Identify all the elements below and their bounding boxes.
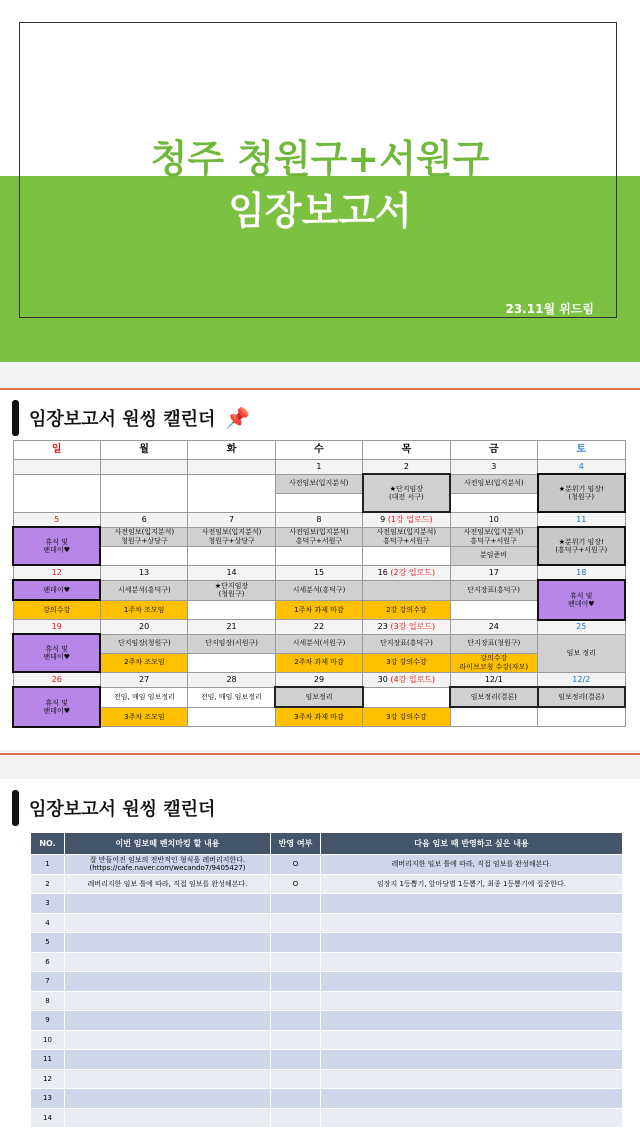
next-content: [321, 1050, 623, 1070]
date-row: [13, 460, 625, 475]
benchmark-row: [31, 1011, 623, 1031]
col-next: 다음 임보 때 반영하고 싶은 내용: [321, 833, 623, 855]
calendar-task: [363, 546, 450, 565]
benchmark-content: [65, 1108, 271, 1128]
date-row: [13, 565, 625, 580]
date-cell: 7: [188, 512, 275, 527]
applied-flag: [271, 1011, 321, 1031]
calendar-task: [363, 687, 450, 707]
calendar-task: 시세분석(흥덕구): [100, 580, 187, 600]
calendar-task: 분임준비: [450, 546, 537, 565]
date-row: [13, 672, 625, 687]
next-content: [321, 1030, 623, 1050]
benchmark-table: [30, 832, 623, 1128]
date-cell: 28: [188, 672, 275, 687]
date-cell: 29: [275, 672, 362, 687]
calendar-task: 시세분석(흥덕구): [275, 580, 362, 600]
calendar-task: 팬데이♥: [13, 580, 100, 600]
date-cell: 19: [13, 620, 100, 635]
applied-flag: O: [271, 874, 321, 894]
date-cell: [13, 460, 100, 475]
calendar-task: 단지장표(흥덕구): [363, 634, 450, 653]
calendar-task: ★분위기 임장! (청원구): [538, 474, 625, 512]
date-cell: 15: [275, 565, 362, 580]
pushpin-icon: 📌: [225, 406, 251, 430]
cover-title-line2: 임장보고서: [228, 189, 412, 233]
applied-flag: [271, 991, 321, 1011]
next-content: [321, 1108, 623, 1128]
benchmark-row: [31, 1089, 623, 1109]
task-row: [13, 634, 625, 653]
row-number: 8: [31, 991, 65, 1011]
calendar-task: 강의수강: [13, 600, 100, 620]
weekday-row: [13, 441, 625, 460]
calendar-task: 단지장표(흥덕구): [450, 580, 537, 600]
calendar-task: [188, 546, 275, 565]
applied-flag: [271, 933, 321, 953]
date-cell: 13: [100, 565, 187, 580]
calendar-task: 단지장표(청원구): [450, 634, 537, 653]
calendar-task: 사전임보(입지분석): [450, 474, 537, 493]
row-number: 9: [31, 1011, 65, 1031]
calendar-task: [450, 707, 537, 727]
benchmark-content: [65, 952, 271, 972]
benchmark-row: [31, 1069, 623, 1089]
next-content: 레버리지한 임보 틀에 따라, 직접 임보를 완성해본다.: [321, 855, 623, 875]
benchmark-content: [65, 1011, 271, 1031]
date-cell: 16 (2강 업로드): [363, 565, 450, 580]
calendar-task: 3주차 과제 마감: [275, 707, 362, 727]
applied-flag: [271, 1030, 321, 1050]
benchmark-content: [65, 1069, 271, 1089]
calendar-task: 휴식 및 팬데이♥: [13, 687, 100, 727]
date-cell: 9 (1강 업로드): [363, 512, 450, 527]
weekday-thu: 목: [363, 441, 450, 460]
applied-flag: O: [271, 855, 321, 875]
slide-gap-3: [0, 755, 640, 779]
next-content: [321, 1011, 623, 1031]
calendar-task: 2강 강의수강: [363, 600, 450, 620]
calendar-task: 3강 강의수강: [363, 707, 450, 727]
weekday-sat: 토: [538, 441, 625, 460]
task-row: [13, 687, 625, 707]
next-content: [321, 913, 623, 933]
weekday-mon: 월: [100, 441, 187, 460]
task-row: [13, 653, 625, 672]
date-cell: 12/2: [538, 672, 625, 687]
benchmark-content: 잘 만들어진 임보의 전반적인 형식을 레버리지한다. (https://cafe.naver.com/wecando7/9405427): [65, 855, 271, 875]
slide-gap: [0, 362, 640, 388]
date-cell: 12: [13, 565, 100, 580]
calendar-task: [100, 474, 187, 512]
benchmark-row: [31, 894, 623, 914]
row-number: 5: [31, 933, 65, 953]
calendar-task: 1주차 과제 마감: [275, 600, 362, 620]
applied-flag: [271, 1108, 321, 1128]
task-row: [13, 707, 625, 727]
calendar-task: ★단지임장 (대전 서구): [363, 474, 450, 512]
calendar-task: [275, 493, 362, 512]
col-benchmark: 이번 임보때 벤치마킹 할 내용: [65, 833, 271, 855]
calendar-task: 2주차 조모임: [100, 653, 187, 672]
calendar-task: 강의수강 라이브코칭 수강(자모): [450, 653, 537, 672]
row-number: 1: [31, 855, 65, 875]
calendar-task: 임보정리: [275, 687, 362, 707]
benchmark-row: [31, 933, 623, 953]
slide-divider: [0, 388, 640, 390]
calendar-task: 사전임보(입지분석) 흥덕구+서원구: [363, 527, 450, 546]
date-cell: 12/1: [450, 672, 537, 687]
calendar-task: 사전임보(입지분석) 청원구+상당구: [188, 527, 275, 546]
next-content: 임장지 1등뽑기, 앞마당별 1등뽑기, 최종 1등뽑기에 집중한다.: [321, 874, 623, 894]
calendar-task: 단지임장(서원구): [188, 634, 275, 653]
benchmark-row: [31, 991, 623, 1011]
benchmark-row: [31, 855, 623, 875]
benchmark-row: [31, 1050, 623, 1070]
calendar-task: 임보정리(결론): [538, 687, 625, 707]
header-bar: [12, 790, 19, 826]
applied-flag: [271, 913, 321, 933]
benchmark-content: [65, 1050, 271, 1070]
row-number: 12: [31, 1069, 65, 1089]
calendar-task: [188, 707, 275, 727]
date-cell: 20: [100, 620, 187, 635]
date-cell: 2: [363, 460, 450, 475]
date-cell: 8: [275, 512, 362, 527]
date-cell: 14: [188, 565, 275, 580]
calendar-task: 단지임장(청원구): [100, 634, 187, 653]
benchmark-header-row: [31, 833, 623, 855]
task-row: [13, 580, 625, 600]
calendar-task: 휴식 및 팬데이♥: [13, 527, 100, 565]
date-cell: 26: [13, 672, 100, 687]
calendar-task: ★분위기 임장! (흥덕구+서원구): [538, 527, 625, 565]
applied-flag: [271, 894, 321, 914]
calendar-title: 임장보고서 원씽 캘린더: [29, 409, 216, 430]
benchmark-content: [65, 991, 271, 1011]
benchmark-content: [65, 913, 271, 933]
benchmark-content: [65, 894, 271, 914]
next-content: [321, 991, 623, 1011]
date-cell: 18: [538, 565, 625, 580]
calendar-task: 사전임보(입지분석): [275, 474, 362, 493]
calendar-task: 사전임보(입지분석) 흥덕구+서원구: [275, 527, 362, 546]
calendar-task: 임보 정리: [538, 634, 625, 672]
date-cell: 6: [100, 512, 187, 527]
cover-slide: [0, 0, 640, 362]
row-number: 6: [31, 952, 65, 972]
applied-flag: [271, 1069, 321, 1089]
calendar-header: [12, 400, 250, 436]
header-bar: [12, 400, 19, 436]
weekday-wed: 수: [275, 441, 362, 460]
task-row: [13, 527, 625, 546]
benchmark-content: [65, 1089, 271, 1109]
benchmark-row: [31, 1108, 623, 1128]
calendar-task: 1주차 조모임: [100, 600, 187, 620]
calendar-task: 임보정리(결론): [450, 687, 537, 707]
weekday-fri: 금: [450, 441, 537, 460]
calendar-task: 휴식 및 팬데이♥: [13, 634, 100, 672]
benchmark-content: 레버리지한 임보 틀에 따라, 직접 임보를 완성해본다.: [65, 874, 271, 894]
date-cell: 11: [538, 512, 625, 527]
date-cell: 24: [450, 620, 537, 635]
slide-gap-2: [0, 750, 640, 752]
date-cell: 4: [538, 460, 625, 475]
date-cell: 27: [100, 672, 187, 687]
benchmark-row: [31, 1030, 623, 1050]
calendar-task: [363, 580, 450, 600]
calendar-table: [12, 440, 626, 728]
calendar-task: [13, 474, 100, 512]
calendar-task: [538, 707, 625, 727]
calendar-task: [188, 600, 275, 620]
benchmark-content: [65, 972, 271, 992]
calendar-task: [450, 600, 537, 620]
row-number: 4: [31, 913, 65, 933]
cover-title-line1: 청주 청원구+서원구: [150, 137, 490, 181]
benchmark-content: [65, 1030, 271, 1050]
row-number: 2: [31, 874, 65, 894]
date-cell: 25: [538, 620, 625, 635]
next-content: [321, 894, 623, 914]
next-content: [321, 1069, 623, 1089]
next-content: [321, 1089, 623, 1109]
calendar-task: 사전임보(입지분석) 흥덕구+서원구: [450, 527, 537, 546]
list-title: 임장보고서 원씽 캘린더: [29, 799, 216, 820]
calendar-task: [450, 493, 537, 512]
date-cell: 3: [450, 460, 537, 475]
date-row: [13, 512, 625, 527]
date-row: [13, 620, 625, 635]
next-content: [321, 933, 623, 953]
next-content: [321, 972, 623, 992]
calendar-task: 사전임보(입지분석) 청원구+상당구: [100, 527, 187, 546]
row-number: 11: [31, 1050, 65, 1070]
row-number: 3: [31, 894, 65, 914]
task-row: [13, 546, 625, 565]
next-content: [321, 952, 623, 972]
benchmark-row: [31, 952, 623, 972]
benchmark-row: [31, 874, 623, 894]
benchmark-row: [31, 913, 623, 933]
calendar-task: 시세분석(서원구): [275, 634, 362, 653]
calendar-task: 3강 강의수강: [363, 653, 450, 672]
date-cell: [100, 460, 187, 475]
date-cell: 17: [450, 565, 537, 580]
task-row: [13, 600, 625, 620]
date-cell: 30 (4강 업로드): [363, 672, 450, 687]
calendar-task: 휴식 및 팬데이♥: [538, 580, 625, 620]
calendar-task: [188, 653, 275, 672]
calendar-task: [275, 546, 362, 565]
weekday-tue: 화: [188, 441, 275, 460]
date-cell: [188, 460, 275, 475]
benchmark-row: [31, 972, 623, 992]
row-number: 7: [31, 972, 65, 992]
col-applied: 반영 여부: [271, 833, 321, 855]
weekday-sun: 일: [13, 441, 100, 460]
date-cell: 23 (3강 업로드): [363, 620, 450, 635]
date-cell: 21: [188, 620, 275, 635]
applied-flag: [271, 1089, 321, 1109]
date-cell: 5: [13, 512, 100, 527]
calendar-task: 3주차 조모임: [100, 707, 187, 727]
applied-flag: [271, 1050, 321, 1070]
calendar-task: 2주차 과제 마감: [275, 653, 362, 672]
col-no: NO.: [31, 833, 65, 855]
row-number: 10: [31, 1030, 65, 1050]
applied-flag: [271, 952, 321, 972]
list-header: [12, 790, 215, 826]
task-row: [13, 474, 625, 493]
calendar-task: [100, 546, 187, 565]
date-cell: 22: [275, 620, 362, 635]
date-cell: 1: [275, 460, 362, 475]
applied-flag: [271, 972, 321, 992]
row-number: 14: [31, 1108, 65, 1128]
calendar-task: [188, 474, 275, 512]
calendar-task: 전임, 매임 임보정리: [188, 687, 275, 707]
benchmark-content: [65, 933, 271, 953]
cover-subtitle: 23.11월 위드림: [505, 302, 594, 316]
calendar-task: 전임, 매임 임보정리: [100, 687, 187, 707]
row-number: 13: [31, 1089, 65, 1109]
calendar-task: ★단지임장 (청원구): [188, 580, 275, 600]
date-cell: 10: [450, 512, 537, 527]
